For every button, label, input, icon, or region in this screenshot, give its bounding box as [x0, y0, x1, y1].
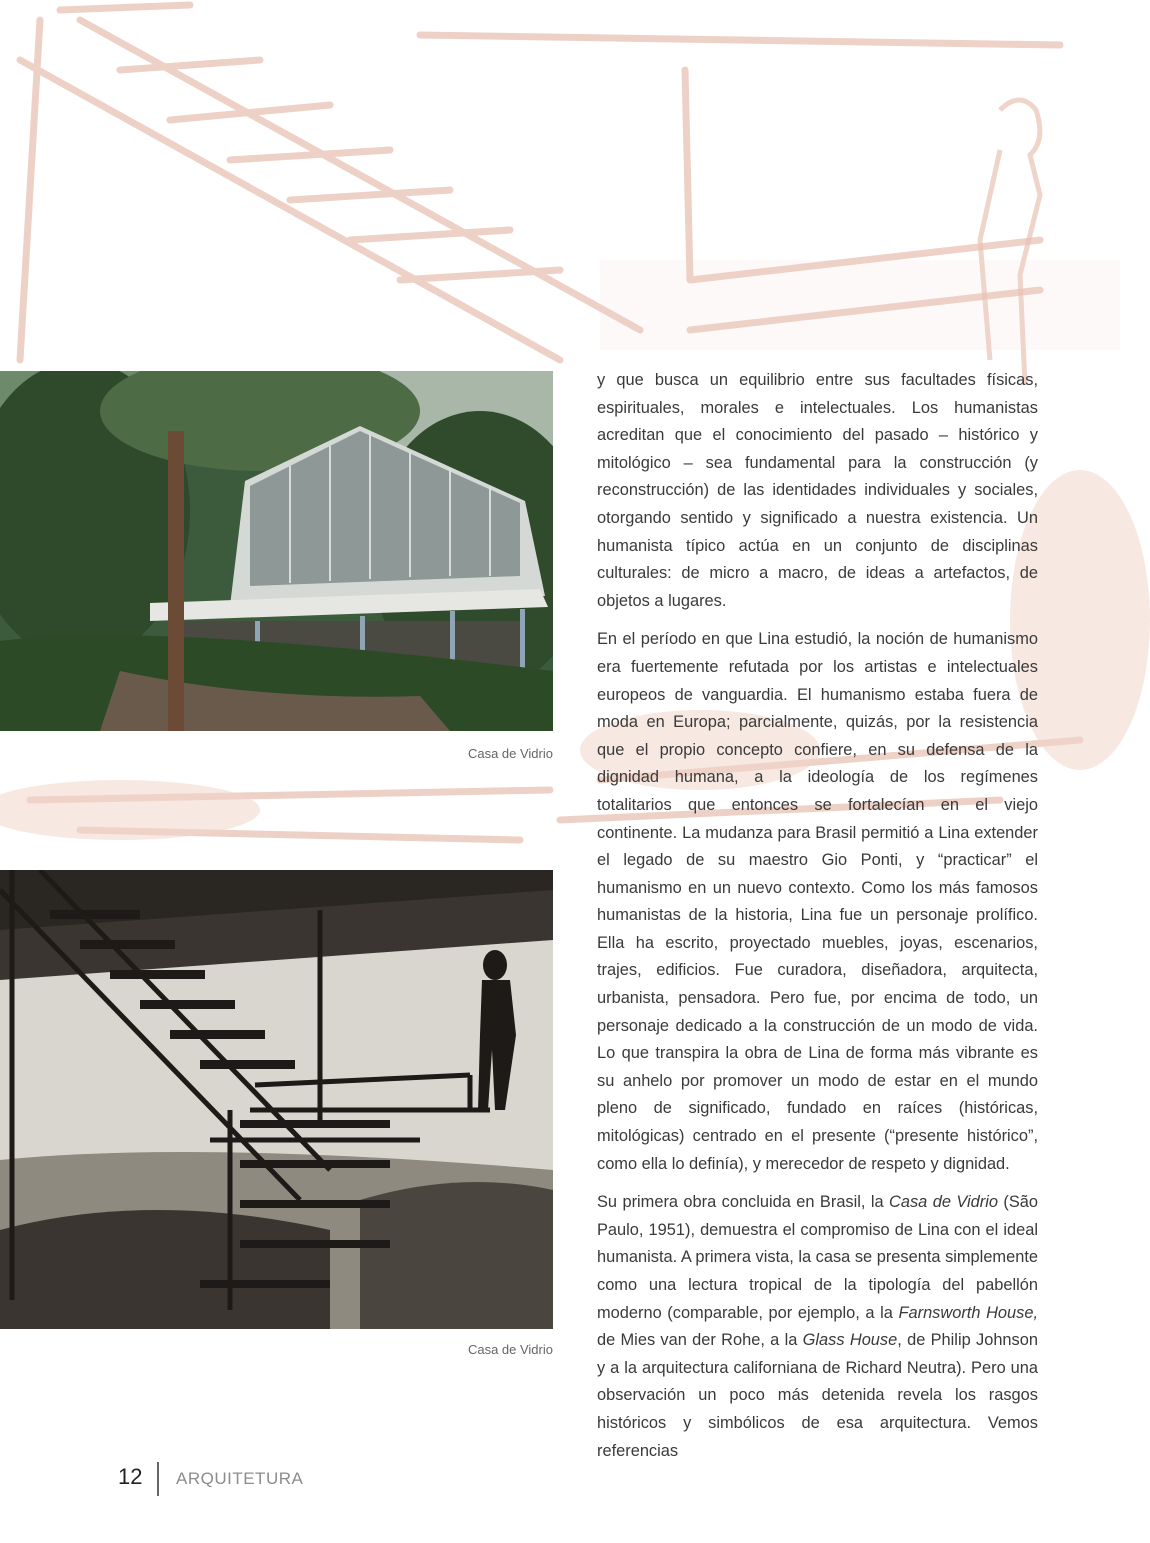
glass-house-in-forest-photo	[0, 371, 553, 731]
paragraph-2	[597, 626, 1038, 1178]
staircase-silhouette-photo	[0, 870, 553, 1329]
work-title: Farnsworth House,	[898, 1303, 1038, 1322]
paragraph-text: de Mies van der Rohe, a la	[597, 1331, 803, 1350]
paragraph-text: Su primera obra concluida en Brasil, la	[597, 1193, 890, 1212]
paragraph-3	[597, 1189, 1038, 1465]
section-name: ARQUITETURA	[176, 1469, 304, 1488]
page-number: 12	[118, 1464, 143, 1489]
paragraph-text: En el período en que Lina estudió, la noción de humanismo era fuertemente refutada por los artistas e intelectuales europeos de vanguardia. El humanismo estaba fuera de moda en Europa; parcialmente, quizás, por la resistencia que el propio concepto confiere, en su defensa de la dignidad humana, a la ideología de los regímenes totalitarios que entonces se fortalecían en el viejo continente. La mudanza para Brasil permitió a Lina extender el legado de su maestro Gio Ponti, y “practicar” el humanismo en un nuevo contexto. Como los más famosos humanistas de la historia, Lina fue un personaje prolífico. Ella ha escrito, proyectado muebles, joyas, escenarios, trajes, edificios. Fue curadora, diseñadora, arquitecta, urbanista, pensadora. Pero fue, por encima de todo, un personaje dedicado a la construcción de un modo de vida. Lo que transpira la obra de Lina de forma más vibrante es su anhelo por promover un modo de estar en el mundo pleno de significado, fundado en raíces (históricas, mitológicas) centrado en el presente (“presente histórico”, como ella lo definía), y merecedor de respeto y dignidad.	[597, 630, 1038, 1173]
paragraph-text: y que busca un equilibrio entre sus facultades físicas, espirituales, morales e intelectuales. Los humanistas acreditan que el conocimiento del pasado – histórico y mitológico – sea fundamental para la construcción (y reconstrucción) de las identidades individuales y sociales, otorgando sentido y significado a nuestra existencia. Un humanista típico actúa en un conjunto de disciplinas culturales: de micro a macro, de ideas a artefactos, de objetos a lugares.	[597, 371, 1038, 610]
paragraph-text: , de Philip Johnson y a la arquitectura californiana de Richard Neutra). Pero una observación un poco más detenida revela los rasgos históricos y simbólicos de esa arquitectura. Vemos referencias	[597, 1331, 1038, 1460]
figure-caption: Casa de Vidrio	[467, 1342, 553, 1357]
article-body	[597, 367, 1038, 1476]
paragraph-1	[597, 367, 1038, 615]
figure-caption: Casa de Vidrio	[467, 746, 553, 761]
work-title: Glass House	[802, 1331, 898, 1350]
work-title: Casa de Vidrio	[889, 1193, 998, 1212]
footer-divider	[157, 1462, 159, 1496]
paragraph-text: (São Paulo, 1951), demuestra el compromiso de Lina con el ideal humanista. A primera vista, la casa se presenta simplemente como una lectura tropical de la tipología del pabellón moderno (comparable, por ejemplo, a la	[597, 1193, 1038, 1322]
